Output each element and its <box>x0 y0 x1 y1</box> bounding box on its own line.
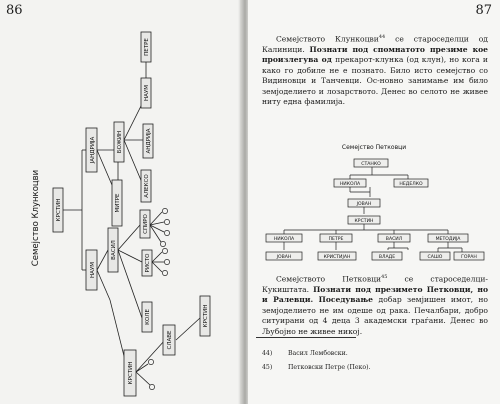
page-number-left: 86 <box>6 3 23 18</box>
petkovci-family-tree <box>248 142 500 292</box>
label-krstin2: КРСТИН <box>128 361 134 385</box>
label-naum: НАУМ <box>90 262 96 278</box>
node-nedelko: НЕДЕЛКО <box>399 182 423 187</box>
footnote-45-number: 45) <box>262 364 273 371</box>
left-tree-title: Семејство Клункоцви <box>31 169 41 267</box>
p2-text-c: Познати под презимето Петковци, но и Ралевци. Поседување <box>262 284 489 305</box>
right-tree-title: Семејство Петковци <box>341 144 407 151</box>
node-krstin: КРСТИН <box>354 219 374 224</box>
label-andrija2: АНДРИЈА <box>146 128 152 154</box>
right-page <box>248 0 500 404</box>
node-nikola2: НИКОЛА <box>273 237 295 242</box>
p1-text-g: селото не живее ниту една фамилија. <box>262 86 488 106</box>
p1-text-b: се староседелци од Калиници. <box>262 34 488 54</box>
footnote-44-text: Васил Лембовски. <box>288 350 348 357</box>
p2-text-f: Денес во Љубојно не живее никој. <box>262 316 488 336</box>
label-petre: ПЕТРЕ <box>144 38 150 56</box>
node-vasil: ВАСИЛ <box>385 237 403 242</box>
label-spiro: СПИРО <box>143 214 149 234</box>
label-slave: СЛАВЕ <box>167 330 173 350</box>
p1-text-e: познато. Било исто семејство со Видиновци и Танчевци. Ос- <box>262 65 488 86</box>
footnote-ref-44: 44 <box>378 34 386 40</box>
paragraph-petkovci <box>262 272 488 337</box>
footnote-ref-45: 45 <box>381 274 388 280</box>
node-sasho: САШО <box>427 255 443 260</box>
label-krstin3: КРСТИН <box>203 304 209 328</box>
node-jovan2: ЈОВАН <box>276 255 292 260</box>
footnote-divider <box>256 337 356 338</box>
paragraph-klunkovci <box>262 32 488 107</box>
p2-text-b: се староседелци-Кукиштата. <box>262 274 488 294</box>
node-metodija: МЕТОДИЈА <box>435 237 461 242</box>
label-jandrija: ЈАНДРИЈА <box>90 136 96 164</box>
node-stanko: СТАНКО <box>361 162 381 167</box>
p1-text-d: прекарот-клунка (од клун), но кога и како го добиле не е <box>262 55 488 75</box>
p1-text-f: новно занимање им било земјоделието и лозарството. Денес во <box>262 76 488 96</box>
footnote-45-text: Петковски Петре (Пеко). <box>288 364 371 371</box>
node-petre: ПЕТРЕ <box>328 237 344 242</box>
klunkovci-family-tree <box>0 0 244 404</box>
node-vlade: ВЛАДЕ <box>378 255 396 260</box>
node-nikola: НИКОЛА <box>339 182 361 187</box>
left-page <box>0 0 244 404</box>
node-jovan: ЈОВАН <box>356 202 372 207</box>
footnote-45 <box>262 364 371 371</box>
label-vasil: ВАСИЛ <box>111 240 117 260</box>
p2-text-a: Семејството Петковци <box>276 274 382 284</box>
label-naum2: НАУМ <box>144 85 150 101</box>
label-krstin-root: КРСТИН <box>56 198 62 222</box>
p2-text-d: добар земјишен имот, но земјоделието не им одеше од рака. <box>262 295 489 315</box>
label-kole: КОЛЕ <box>145 309 151 325</box>
page-number-right: 87 <box>475 3 492 18</box>
footnote-44 <box>262 350 348 357</box>
footnote-44-number: 44) <box>262 350 273 357</box>
label-risto: РИСТО <box>145 253 151 273</box>
p1-text-c: Познати под спомнатото презиме кое произлегува од <box>262 44 488 65</box>
node-kristijan: КРИСТИЈАН <box>323 255 351 260</box>
p2-text-e: Печалбари, добро ситуирани од 4 деца 3 академски граѓани. <box>262 305 488 326</box>
label-bozhin: БОЖИН <box>117 130 123 154</box>
child-markers <box>148 208 169 389</box>
label-aleksa: АЛЕКСО <box>144 174 150 198</box>
p1-text-a: Семејството Клункоцви <box>276 34 379 44</box>
label-mitre: МИТРЕ <box>115 193 121 213</box>
node-goran: ГОРАН <box>461 255 477 260</box>
